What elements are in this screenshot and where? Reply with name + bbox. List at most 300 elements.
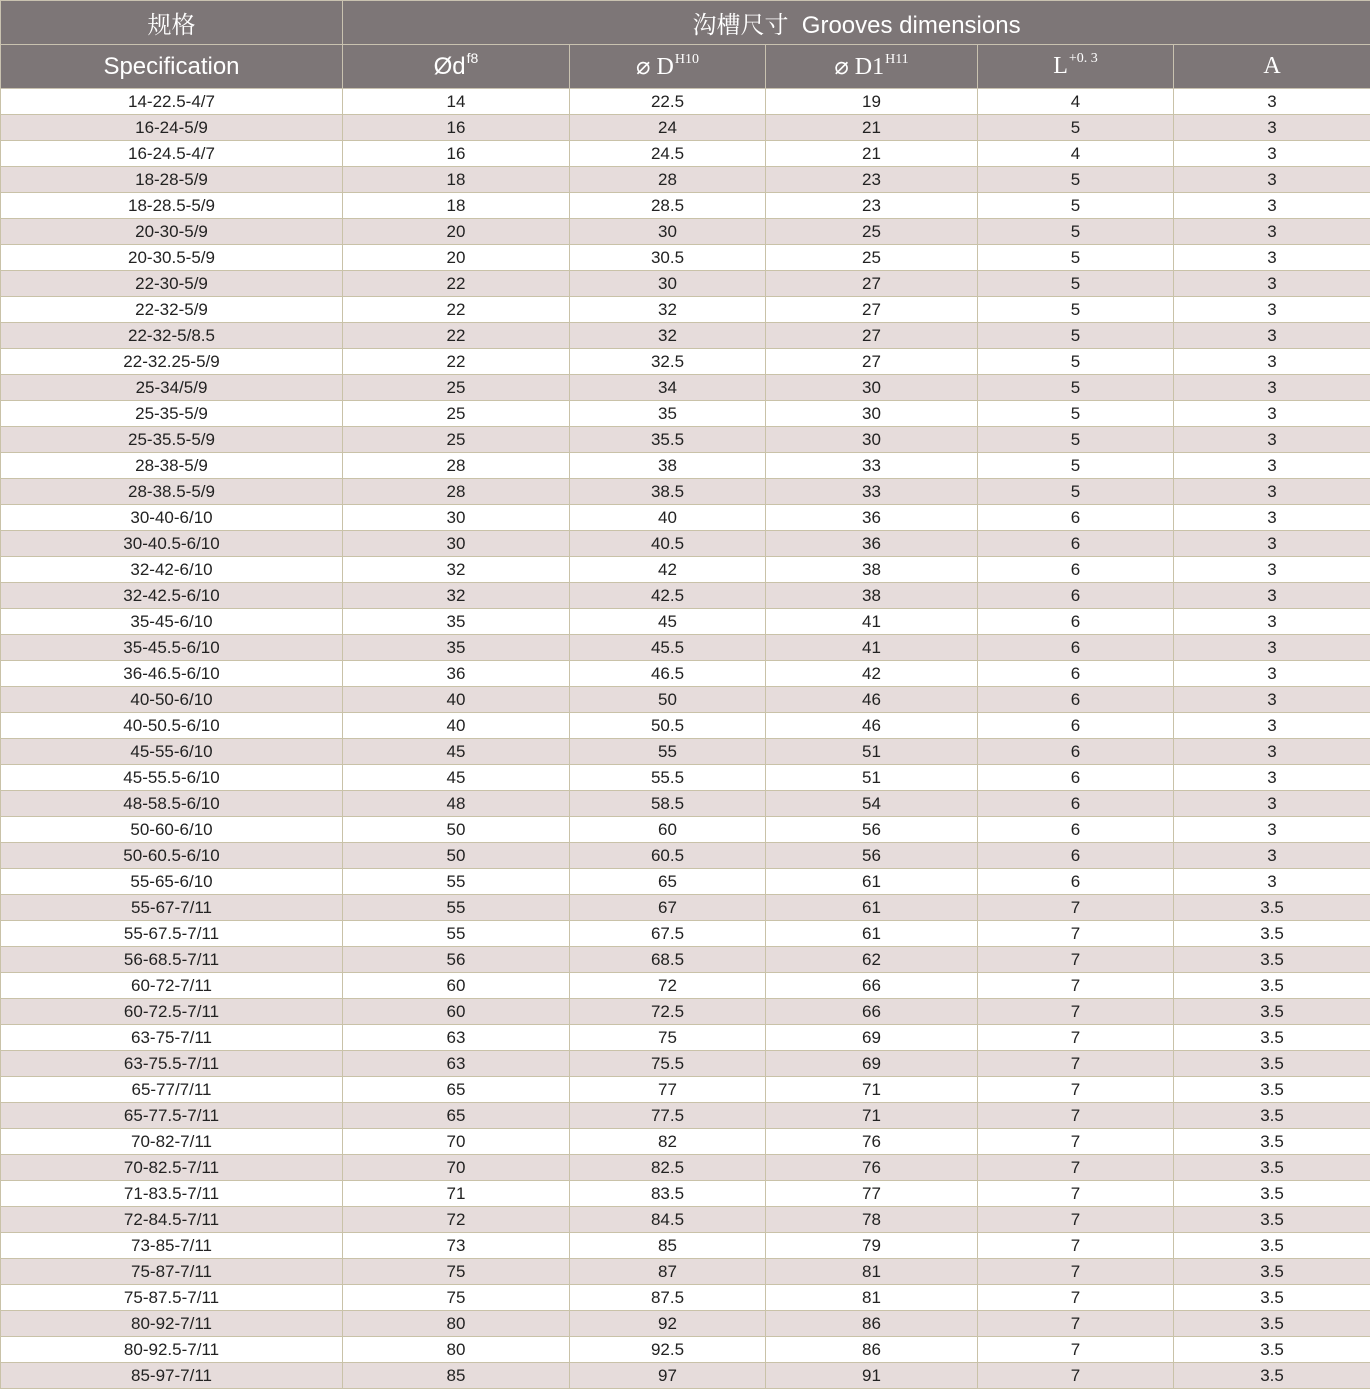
D1-cell: 41 [766,635,978,661]
A-cell: 3 [1174,869,1370,895]
col-D-tolerance: H10 [674,52,699,67]
A-cell: 3.5 [1174,1337,1370,1363]
A-cell: 3 [1174,687,1370,713]
d-cell: 22 [343,323,570,349]
spec-cell: 25-35-5/9 [1,401,343,427]
table-row [1,89,1370,115]
D1-cell: 61 [766,895,978,921]
table-row [1,1311,1370,1337]
table-row [1,531,1370,557]
A-cell: 3 [1174,167,1370,193]
d-cell: 32 [343,583,570,609]
D1-cell: 69 [766,1051,978,1077]
D-cell: 77.5 [570,1103,766,1129]
D1-cell: 77 [766,1181,978,1207]
spec-cell: 40-50.5-6/10 [1,713,343,739]
table-row [1,323,1370,349]
D-cell: 87.5 [570,1285,766,1311]
A-cell: 3 [1174,765,1370,791]
d-cell: 56 [343,947,570,973]
grooves-title-header: 沟槽尺寸 Grooves dimensions [343,1,1370,45]
d-cell: 63 [343,1051,570,1077]
table-row [1,583,1370,609]
L-cell: 7 [978,999,1174,1025]
D-cell: 28 [570,167,766,193]
D1-cell: 91 [766,1363,978,1389]
spec-cell: 35-45.5-6/10 [1,635,343,661]
spec-cell: 20-30.5-5/9 [1,245,343,271]
A-cell: 3.5 [1174,1051,1370,1077]
table-row [1,999,1370,1025]
A-cell: 3 [1174,245,1370,271]
d-cell: 50 [343,817,570,843]
D-cell: 65 [570,869,766,895]
D1-cell: 81 [766,1259,978,1285]
A-cell: 3 [1174,271,1370,297]
L-cell: 7 [978,1363,1174,1389]
spec-cell: 55-67-7/11 [1,895,343,921]
spec-cell: 65-77/7/11 [1,1077,343,1103]
table-row [1,1181,1370,1207]
D-cell: 35.5 [570,427,766,453]
table-row [1,1259,1370,1285]
col-A-symbol: A [1263,53,1281,79]
table-row [1,1363,1370,1389]
d-cell: 71 [343,1181,570,1207]
col-L-tolerance: +0. 3 [1068,51,1098,66]
D1-cell: 38 [766,557,978,583]
D1-cell: 61 [766,869,978,895]
D-cell: 72 [570,973,766,999]
L-cell: 5 [978,401,1174,427]
L-cell: 6 [978,817,1174,843]
D1-cell: 27 [766,271,978,297]
L-cell: 7 [978,1233,1174,1259]
col-D-header [570,45,766,89]
D-cell: 50 [570,687,766,713]
spec-cell: 45-55.5-6/10 [1,765,343,791]
table-header [1,1,1370,89]
A-cell: 3.5 [1174,1025,1370,1051]
table-row [1,1233,1370,1259]
L-cell: 7 [978,1077,1174,1103]
A-cell: 3.5 [1174,1155,1370,1181]
d-cell: 80 [343,1337,570,1363]
d-cell: 70 [343,1155,570,1181]
D1-cell: 71 [766,1077,978,1103]
L-cell: 7 [978,973,1174,999]
D-cell: 58.5 [570,791,766,817]
D1-cell: 71 [766,1103,978,1129]
D-cell: 50.5 [570,713,766,739]
D-cell: 75.5 [570,1051,766,1077]
spec-cell: 30-40.5-6/10 [1,531,343,557]
col-d-header [343,45,570,89]
D-cell: 38.5 [570,479,766,505]
spec-cell: 25-34/5/9 [1,375,343,401]
D-cell: 97 [570,1363,766,1389]
col-L-header [978,45,1174,89]
spec-cell: 35-45-6/10 [1,609,343,635]
table-row [1,973,1370,999]
spec-en-header: Specification [1,45,343,89]
D-cell: 92.5 [570,1337,766,1363]
L-cell: 4 [978,141,1174,167]
d-cell: 45 [343,739,570,765]
L-cell: 5 [978,427,1174,453]
L-cell: 6 [978,791,1174,817]
spec-cell: 18-28.5-5/9 [1,193,343,219]
spec-cell: 22-32-5/9 [1,297,343,323]
D1-cell: 25 [766,245,978,271]
D-cell: 35 [570,401,766,427]
d-cell: 16 [343,115,570,141]
L-cell: 7 [978,921,1174,947]
d-cell: 65 [343,1077,570,1103]
D1-cell: 79 [766,1233,978,1259]
d-cell: 75 [343,1259,570,1285]
spec-cell: 50-60.5-6/10 [1,843,343,869]
D1-cell: 27 [766,297,978,323]
d-cell: 85 [343,1363,570,1389]
D-cell: 30 [570,219,766,245]
D-cell: 38 [570,453,766,479]
L-cell: 6 [978,661,1174,687]
A-cell: 3 [1174,661,1370,687]
table-row [1,1337,1370,1363]
spec-cell: 32-42-6/10 [1,557,343,583]
L-cell: 7 [978,1337,1174,1363]
D1-cell: 36 [766,505,978,531]
A-cell: 3 [1174,297,1370,323]
table-row [1,349,1370,375]
spec-cell: 22-32-5/8.5 [1,323,343,349]
d-cell: 14 [343,89,570,115]
D1-cell: 27 [766,349,978,375]
D1-cell: 76 [766,1155,978,1181]
d-cell: 63 [343,1025,570,1051]
D1-cell: 54 [766,791,978,817]
spec-cell: 36-46.5-6/10 [1,661,343,687]
table-row [1,167,1370,193]
L-cell: 6 [978,609,1174,635]
L-cell: 7 [978,1259,1174,1285]
col-A-header [1174,45,1370,89]
spec-cell: 65-77.5-7/11 [1,1103,343,1129]
spec-cell: 48-58.5-6/10 [1,791,343,817]
D-cell: 32 [570,297,766,323]
L-cell: 5 [978,349,1174,375]
table-row [1,427,1370,453]
table-row [1,661,1370,687]
D-cell: 60 [570,817,766,843]
d-cell: 25 [343,427,570,453]
d-cell: 60 [343,999,570,1025]
table-row [1,1025,1370,1051]
spec-cell: 70-82.5-7/11 [1,1155,343,1181]
d-cell: 22 [343,271,570,297]
col-D1-symbol: ⌀ D1 [834,54,885,80]
D1-cell: 51 [766,739,978,765]
A-cell: 3 [1174,557,1370,583]
A-cell: 3 [1174,843,1370,869]
spec-cell: 32-42.5-6/10 [1,583,343,609]
L-cell: 7 [978,1051,1174,1077]
col-d-symbol: Ød [433,53,466,80]
D1-cell: 25 [766,219,978,245]
A-cell: 3 [1174,219,1370,245]
D1-cell: 30 [766,401,978,427]
A-cell: 3 [1174,635,1370,661]
D-cell: 68.5 [570,947,766,973]
A-cell: 3.5 [1174,947,1370,973]
spec-cell: 50-60-6/10 [1,817,343,843]
L-cell: 4 [978,89,1174,115]
L-cell: 7 [978,1025,1174,1051]
D-cell: 22.5 [570,89,766,115]
D-cell: 84.5 [570,1207,766,1233]
d-cell: 80 [343,1311,570,1337]
D-cell: 34 [570,375,766,401]
spec-cell: 70-82-7/11 [1,1129,343,1155]
L-cell: 5 [978,115,1174,141]
table-row [1,297,1370,323]
L-cell: 7 [978,1285,1174,1311]
spec-cell: 18-28-5/9 [1,167,343,193]
spec-cell: 16-24-5/9 [1,115,343,141]
col-d-tolerance: f8 [466,50,479,66]
D-cell: 42 [570,557,766,583]
A-cell: 3 [1174,609,1370,635]
L-cell: 5 [978,323,1174,349]
D1-cell: 69 [766,1025,978,1051]
d-cell: 22 [343,349,570,375]
L-cell: 7 [978,895,1174,921]
A-cell: 3.5 [1174,1103,1370,1129]
A-cell: 3 [1174,791,1370,817]
A-cell: 3 [1174,713,1370,739]
D-cell: 55 [570,739,766,765]
D-cell: 28.5 [570,193,766,219]
L-cell: 6 [978,531,1174,557]
D1-cell: 27 [766,323,978,349]
col-D-symbol: ⌀ D [636,54,674,80]
spec-cell: 80-92.5-7/11 [1,1337,343,1363]
spec-cell: 40-50-6/10 [1,687,343,713]
D-cell: 60.5 [570,843,766,869]
D-cell: 92 [570,1311,766,1337]
table-row [1,843,1370,869]
D-cell: 82.5 [570,1155,766,1181]
d-cell: 50 [343,843,570,869]
table-row [1,505,1370,531]
spec-cell: 80-92-7/11 [1,1311,343,1337]
table-row [1,895,1370,921]
A-cell: 3.5 [1174,1311,1370,1337]
D1-cell: 86 [766,1311,978,1337]
D-cell: 24 [570,115,766,141]
d-cell: 18 [343,193,570,219]
A-cell: 3.5 [1174,921,1370,947]
D-cell: 30.5 [570,245,766,271]
spec-cell: 63-75-7/11 [1,1025,343,1051]
spec-cell: 30-40-6/10 [1,505,343,531]
D1-cell: 78 [766,1207,978,1233]
D-cell: 75 [570,1025,766,1051]
D1-cell: 81 [766,1285,978,1311]
table-row [1,219,1370,245]
D1-cell: 62 [766,947,978,973]
d-cell: 30 [343,505,570,531]
d-cell: 72 [343,1207,570,1233]
spec-cell: 55-67.5-7/11 [1,921,343,947]
table-row [1,453,1370,479]
D1-cell: 56 [766,843,978,869]
D-cell: 67.5 [570,921,766,947]
L-cell: 6 [978,739,1174,765]
D-cell: 32 [570,323,766,349]
D1-cell: 30 [766,375,978,401]
A-cell: 3.5 [1174,1259,1370,1285]
spec-cell: 22-32.25-5/9 [1,349,343,375]
L-cell: 5 [978,219,1174,245]
A-cell: 3.5 [1174,999,1370,1025]
L-cell: 7 [978,1103,1174,1129]
L-cell: 6 [978,583,1174,609]
D1-cell: 23 [766,193,978,219]
A-cell: 3.5 [1174,1285,1370,1311]
D-cell: 42.5 [570,583,766,609]
table-row [1,375,1370,401]
table-row [1,193,1370,219]
spec-cell: 28-38-5/9 [1,453,343,479]
table-body [1,89,1370,1389]
table-row [1,1051,1370,1077]
spec-cell: 16-24.5-4/7 [1,141,343,167]
table-row [1,713,1370,739]
D1-cell: 30 [766,427,978,453]
spec-cell: 14-22.5-4/7 [1,89,343,115]
A-cell: 3.5 [1174,1363,1370,1389]
table-row [1,271,1370,297]
d-cell: 35 [343,609,570,635]
d-cell: 35 [343,635,570,661]
table-row [1,739,1370,765]
L-cell: 5 [978,245,1174,271]
spec-cell: 28-38.5-5/9 [1,479,343,505]
spec-cn-header: 规格 [1,1,343,45]
d-cell: 55 [343,921,570,947]
D1-cell: 46 [766,687,978,713]
d-cell: 48 [343,791,570,817]
spec-cell: 72-84.5-7/11 [1,1207,343,1233]
d-cell: 25 [343,401,570,427]
A-cell: 3.5 [1174,1181,1370,1207]
d-cell: 65 [343,1103,570,1129]
L-cell: 5 [978,167,1174,193]
L-cell: 6 [978,635,1174,661]
d-cell: 30 [343,531,570,557]
table-row [1,609,1370,635]
D-cell: 32.5 [570,349,766,375]
D-cell: 82 [570,1129,766,1155]
spec-cell: 71-83.5-7/11 [1,1181,343,1207]
L-cell: 5 [978,193,1174,219]
L-cell: 6 [978,713,1174,739]
L-cell: 7 [978,1207,1174,1233]
table-row [1,1207,1370,1233]
table-row [1,921,1370,947]
A-cell: 3 [1174,583,1370,609]
d-cell: 36 [343,661,570,687]
d-cell: 22 [343,297,570,323]
D-cell: 30 [570,271,766,297]
D-cell: 85 [570,1233,766,1259]
D1-cell: 21 [766,141,978,167]
table-row [1,479,1370,505]
D1-cell: 19 [766,89,978,115]
spec-cell: 55-65-6/10 [1,869,343,895]
D1-cell: 66 [766,973,978,999]
A-cell: 3.5 [1174,1233,1370,1259]
spec-cell: 60-72.5-7/11 [1,999,343,1025]
A-cell: 3 [1174,505,1370,531]
D1-cell: 56 [766,817,978,843]
L-cell: 5 [978,479,1174,505]
D-cell: 67 [570,895,766,921]
A-cell: 3.5 [1174,1207,1370,1233]
L-cell: 6 [978,765,1174,791]
L-cell: 7 [978,1129,1174,1155]
A-cell: 3 [1174,531,1370,557]
A-cell: 3 [1174,479,1370,505]
table-row [1,635,1370,661]
table-row [1,557,1370,583]
A-cell: 3 [1174,401,1370,427]
A-cell: 3 [1174,349,1370,375]
table-row [1,1155,1370,1181]
d-cell: 75 [343,1285,570,1311]
d-cell: 60 [343,973,570,999]
d-cell: 32 [343,557,570,583]
D1-cell: 46 [766,713,978,739]
spec-cell: 63-75.5-7/11 [1,1051,343,1077]
D1-cell: 38 [766,583,978,609]
L-cell: 7 [978,1311,1174,1337]
L-cell: 7 [978,1155,1174,1181]
table-row [1,687,1370,713]
d-cell: 25 [343,375,570,401]
L-cell: 5 [978,375,1174,401]
spec-cell: 56-68.5-7/11 [1,947,343,973]
d-cell: 55 [343,869,570,895]
d-cell: 28 [343,479,570,505]
A-cell: 3 [1174,323,1370,349]
table-row [1,141,1370,167]
spec-cell: 60-72-7/11 [1,973,343,999]
A-cell: 3 [1174,427,1370,453]
table-row [1,1077,1370,1103]
table-row [1,115,1370,141]
L-cell: 7 [978,947,1174,973]
D1-cell: 61 [766,921,978,947]
table-row [1,1285,1370,1311]
A-cell: 3.5 [1174,1077,1370,1103]
d-cell: 16 [343,141,570,167]
spec-cell: 20-30-5/9 [1,219,343,245]
D1-cell: 36 [766,531,978,557]
D-cell: 77 [570,1077,766,1103]
